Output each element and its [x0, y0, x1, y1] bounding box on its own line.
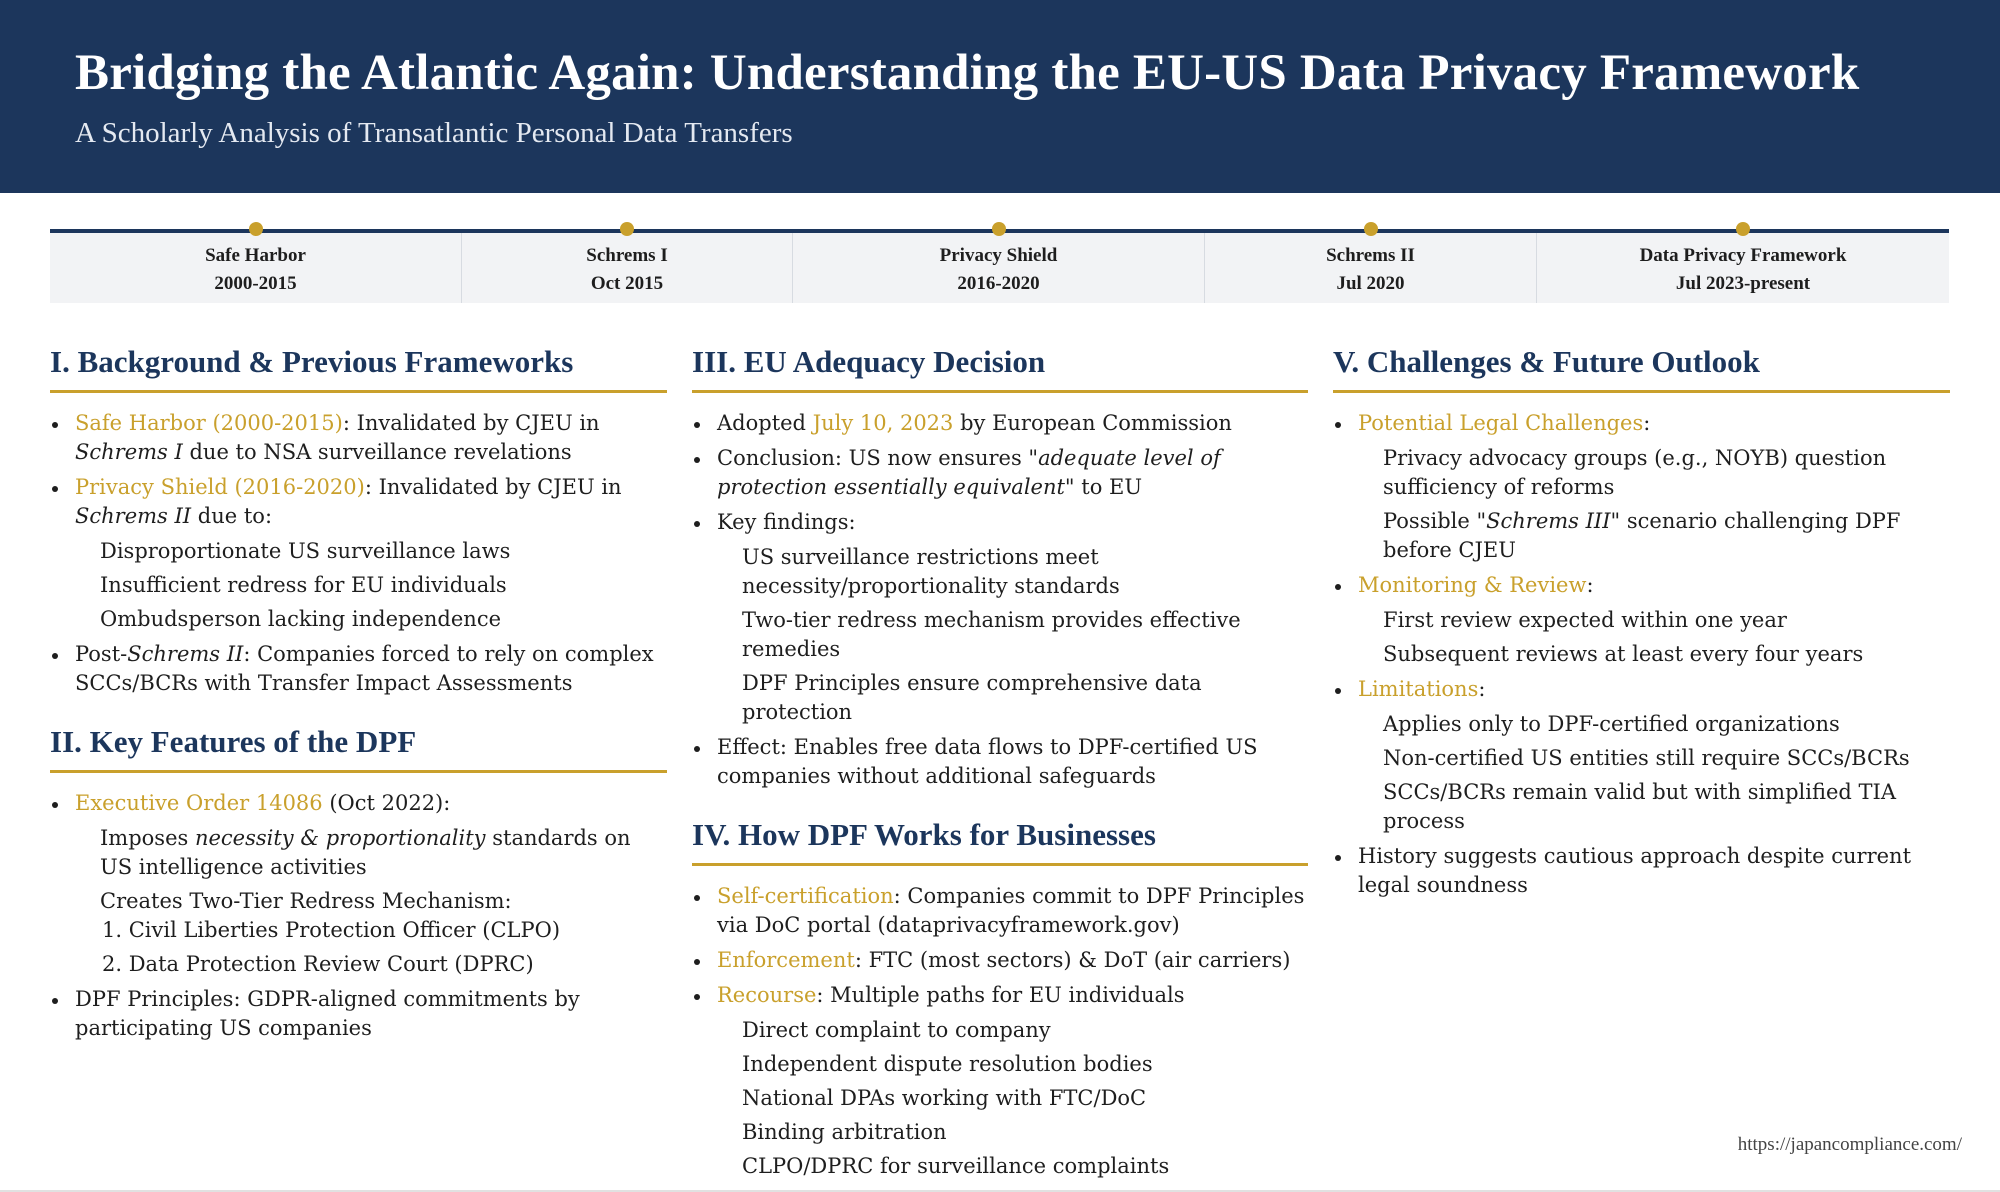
sub-list [1358, 606, 1950, 669]
sub-item: Binding arbitration [742, 1120, 947, 1144]
text: due to: [191, 504, 273, 528]
term: Safe Harbor (2000-2015) [75, 411, 343, 435]
list-item [692, 981, 1308, 1181]
timeline-item [50, 233, 462, 303]
timeline-dot [620, 222, 634, 236]
timeline-name: Data Privacy Framework [1639, 245, 1847, 266]
text: Possible [1383, 509, 1477, 533]
emphasis: necessity & proportionality [194, 826, 486, 850]
section-how-dpf-works-heading: IV. How DPF Works for Businesses [692, 813, 1308, 866]
list-item: History suggests cautious approach despite current legal soundness [1333, 842, 1950, 900]
timeline-item [1205, 233, 1537, 303]
section-key-features-heading: II. Key Features of the DPF [50, 720, 667, 773]
list-item [692, 882, 1308, 940]
list-item [692, 508, 1308, 727]
case-name: Schrems I [75, 440, 183, 464]
sub-item [1383, 507, 1950, 565]
text: : Companies commit to DPF Principles via DoC portal (dataprivacyframework.gov) [717, 884, 1305, 937]
sub-item [100, 824, 667, 882]
timeline-date: Jul 2023-present [1675, 273, 1811, 294]
sub-item: Creates Two-Tier Redress Mechanism: [100, 889, 512, 913]
text: : [1643, 411, 1651, 435]
list-item [692, 409, 1308, 438]
list-item [1333, 675, 1950, 836]
section-adequacy-heading: III. EU Adequacy Decision [692, 340, 1308, 393]
sub-item: Ombudsperson lacking independence [100, 607, 502, 631]
term: Potential Legal Challenges [1358, 411, 1644, 435]
timeline-name: Safe Harbor [205, 245, 306, 266]
sub-item: Insufficient redress for EU individuals [100, 573, 507, 597]
timeline-dot [1736, 222, 1750, 236]
section-adequacy-list [692, 409, 1308, 791]
timeline-date: Oct 2015 [590, 273, 664, 294]
timeline-item [1537, 233, 1949, 303]
text: : Invalidated by CJEU in [364, 475, 622, 499]
text: Conclusion: US now ensures [717, 446, 1029, 470]
text: : Invalidated by CJEU in [342, 411, 600, 435]
case-name: Schrems II [127, 642, 244, 666]
text: standards on US intelligence activities [100, 826, 631, 879]
section-key-features-list [50, 789, 667, 1043]
section-background-list [50, 409, 667, 698]
case-name: Schrems II [75, 504, 192, 528]
sub-list [1358, 710, 1950, 836]
list-item: Effect: Enables free data flows to DPF-certified US companies without additional safeguards [692, 733, 1308, 791]
list-item: DPF Principles: GDPR-aligned commitments by participating US companies [50, 985, 667, 1043]
text: Post- [75, 642, 128, 666]
sub-list [1358, 444, 1950, 565]
sub-list [717, 543, 1308, 727]
sub-item: DPF Principles ensure comprehensive data protection [742, 671, 1202, 724]
text: Adopted [717, 411, 813, 435]
list-item [1333, 571, 1950, 669]
timeline-name: Schrems II [1326, 245, 1415, 266]
timeline-date: 2016-2020 [957, 273, 1040, 294]
term: Executive Order 14086 [75, 791, 323, 815]
sub-item: Disproportionate US surveillance laws [100, 539, 511, 563]
sub-item: Non-certified US entities still require SCCs/BCRs [1383, 746, 1910, 770]
page-subtitle: A Scholarly Analysis of Transatlantic Personal Data Transfers [75, 117, 793, 149]
term: Monitoring & Review [1358, 573, 1587, 597]
sub-item: Two-tier redress mechanism provides effective remedies [742, 608, 1241, 661]
quote: "adequate level of protection essentially equivalent" [717, 446, 1221, 499]
list-item [50, 473, 667, 634]
column-right [1333, 340, 1950, 906]
sub-list [75, 824, 667, 979]
timeline [50, 229, 1949, 303]
sub-item: Applies only to DPF-certified organizations [1383, 712, 1840, 736]
text: : [1586, 573, 1594, 597]
list-item [50, 789, 667, 979]
sub-item: SCCs/BCRs remain valid but with simplified TIA process [1383, 780, 1896, 833]
quote: "Schrems III" [1476, 509, 1621, 533]
section-background-heading: I. Background & Previous Frameworks [50, 340, 667, 393]
text: (Oct 2022): [322, 791, 451, 815]
sub-item: Privacy advocacy groups (e.g., NOYB) question sufficiency of reforms [1383, 446, 1887, 499]
sub-item: National DPAs working with FTC/DoC [742, 1086, 1147, 1110]
sub-item: Subsequent reviews at least every four years [1383, 642, 1864, 666]
sub-item: Direct complaint to company [742, 1018, 1051, 1042]
text: to EU [1074, 475, 1143, 499]
list-item [692, 946, 1308, 975]
text: due to NSA surveillance revelations [182, 440, 572, 464]
sub-item: CLPO/DPRC for surveillance complaints [742, 1154, 1170, 1178]
timeline-name: Schrems I [586, 245, 668, 266]
timeline-name: Privacy Shield [939, 245, 1058, 266]
numbered-item: 1. Civil Liberties Protection Officer (CLPO) [102, 918, 561, 942]
text: Key findings: [717, 510, 856, 534]
footer-url: https://japancompliance.com/ [1737, 1134, 1962, 1155]
header-banner [0, 0, 2000, 193]
column-middle [692, 340, 1308, 1187]
text: scenario challenging DPF before CJEU [1383, 509, 1901, 562]
section-challenges-heading: V. Challenges & Future Outlook [1333, 340, 1950, 393]
column-left [50, 340, 667, 1049]
sub-item: First review expected within one year [1383, 608, 1787, 632]
sub-list [717, 1016, 1308, 1181]
sub-item: US surveillance restrictions meet necessity/proportionality standards [742, 545, 1120, 598]
timeline-dot [992, 222, 1006, 236]
list-item [692, 444, 1308, 502]
term: Self-certification [717, 884, 894, 908]
text: : [1478, 677, 1486, 701]
list-item [50, 640, 667, 698]
term: Limitations [1358, 677, 1479, 701]
timeline-date: 2000-2015 [214, 273, 297, 294]
timeline-date: Jul 2020 [1336, 273, 1405, 294]
list-item [50, 409, 667, 467]
timeline-dot [1364, 222, 1378, 236]
text: : FTC (most sectors) & DoT (air carriers) [854, 948, 1291, 972]
section-how-dpf-works-list [692, 882, 1308, 1181]
timeline-item [793, 233, 1205, 303]
text: : Companies forced to rely on complex SCCs/BCRs with Transfer Impact Assessments [75, 642, 654, 695]
page-title: Bridging the Atlantic Again: Understanding the EU-US Data Privacy Framework [75, 45, 1860, 101]
term: Privacy Shield (2016-2020) [75, 475, 365, 499]
term: Recourse [717, 983, 817, 1007]
text: : Multiple paths for EU individuals [816, 983, 1185, 1007]
list-item [1333, 409, 1950, 565]
sub-list [75, 537, 667, 634]
text: by European Commission [953, 411, 1232, 435]
term: July 10, 2023 [812, 411, 954, 435]
text: Imposes [100, 826, 195, 850]
numbered-item: 2. Data Protection Review Court (DPRC) [102, 952, 534, 976]
timeline-dot [249, 222, 263, 236]
section-challenges-list [1333, 409, 1950, 900]
sub-item: Independent dispute resolution bodies [742, 1052, 1153, 1076]
timeline-item [462, 233, 793, 303]
term: Enforcement [717, 948, 855, 972]
